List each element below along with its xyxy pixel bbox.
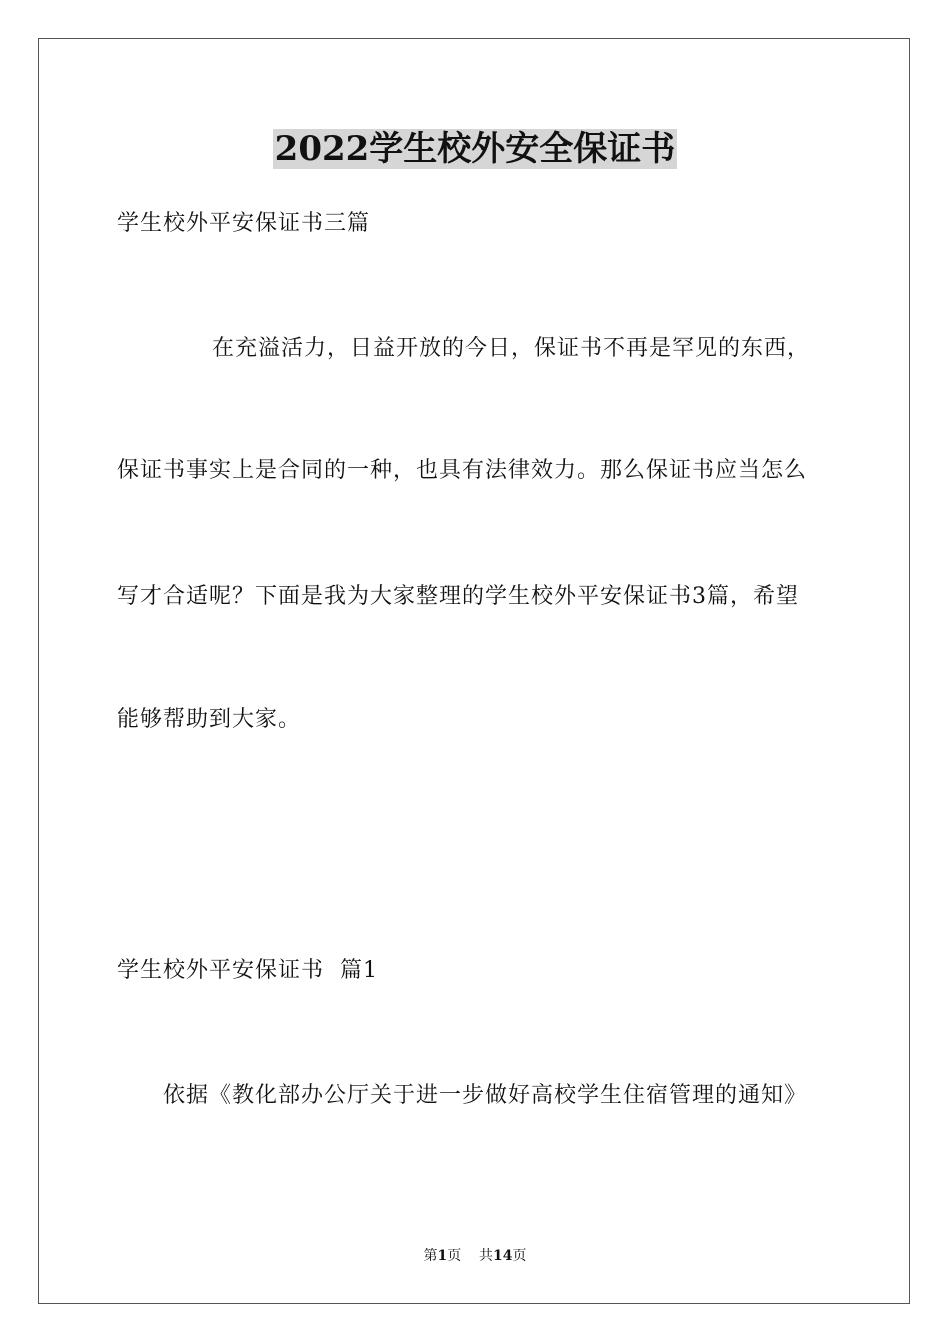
footer-total-suffix: 页: [512, 1248, 527, 1264]
intro-line-2: 保证书事实上是合同的一种，也具有法律效力。那么保证书应当怎么: [117, 458, 808, 483]
intro-line-4: 能够帮助到大家。: [117, 707, 302, 732]
footer-page-number: 1: [437, 1248, 448, 1264]
footer-total-prefix: 共: [479, 1248, 494, 1264]
footer-total-pages: 14: [493, 1248, 513, 1264]
document-title-text: 2022学生校外安全保证书: [274, 129, 676, 169]
document-subtitle: 学生校外平安保证书三篇: [117, 211, 371, 236]
footer-page-suffix: 页: [447, 1248, 462, 1264]
document-title: [0, 127, 950, 171]
page-footer: [0, 1247, 950, 1265]
section-heading: 学生校外平安保证书 篇1: [117, 958, 378, 983]
footer-page-prefix: 第: [423, 1248, 438, 1264]
section-first-line: 依据《教化部办公厅关于进一步做好高校学生住宿管理的通知》: [163, 1083, 808, 1108]
intro-line-1: 在充溢活力，日益开放的今日，保证书不再是罕见的东西，: [212, 336, 811, 361]
intro-line-3: 写才合适呢？下面是我为大家整理的学生校外平安保证书3篇，希望: [117, 584, 799, 609]
